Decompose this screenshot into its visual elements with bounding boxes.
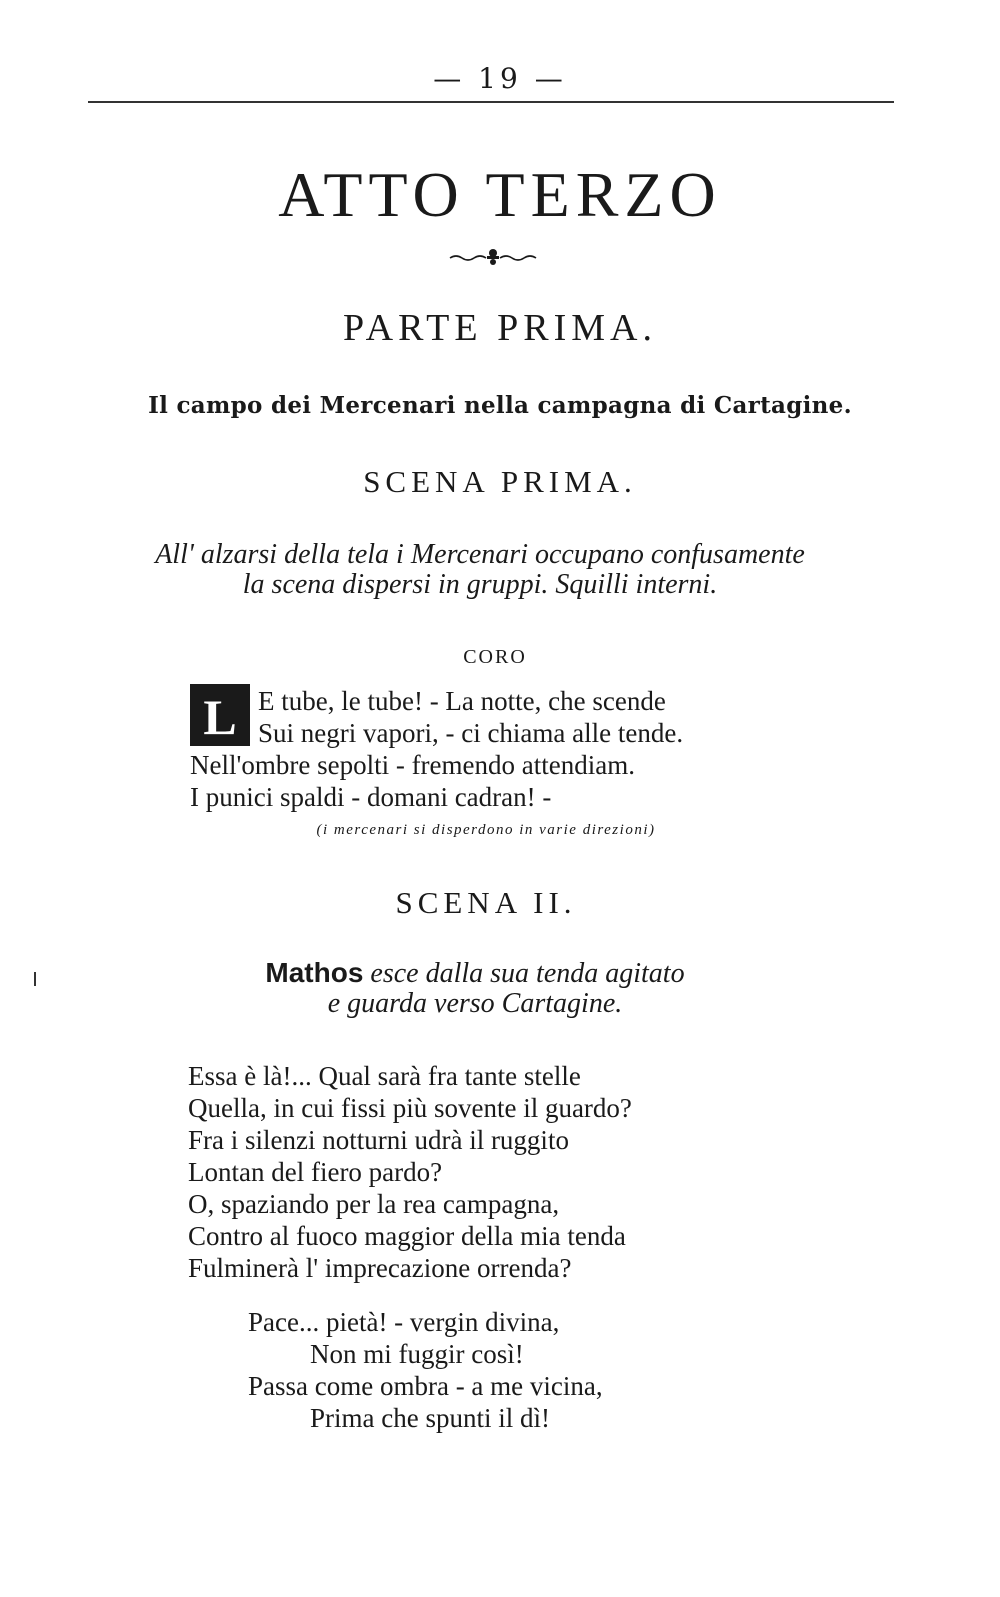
- speaker-name: Mathos: [265, 957, 364, 988]
- setting-description: Il campo dei Mercenari nella campagna di Cartagine.: [148, 392, 852, 419]
- chorus-verse: Sui negri vapori, - ci chiama alle tende.: [258, 718, 684, 748]
- verse-line: Lontan del fiero pardo?: [188, 1157, 443, 1187]
- verse-line: Essa è là!... Qual sarà fra tante stelle: [188, 1061, 581, 1091]
- aria-line: Non mi fuggir così!: [310, 1339, 524, 1369]
- flourish-ornament-icon: [448, 244, 538, 268]
- verse-line: Quella, in cui fissi più sovente il guardo?: [188, 1093, 632, 1123]
- stage-direction-line: All' alzarsi della tela i Mercenari occupano confusamente: [155, 539, 805, 570]
- chorus-stage-note: (i mercenari si disperdono in varie direzioni): [316, 822, 656, 838]
- scene-two-stage-direction: [0, 958, 950, 1019]
- verse-line: Fra i silenzi notturni udrà il ruggito: [188, 1125, 569, 1155]
- verse-line: Fulminerà l' imprecazione orrenda?: [188, 1253, 572, 1283]
- header-rule: [88, 101, 894, 103]
- stage-direction-line: la scena dispersi in gruppi. Squilli interni.: [242, 569, 718, 600]
- scene-one-stage-direction: [0, 540, 960, 600]
- chorus-verse: E tube, le tube! - La notte, che scende: [258, 686, 666, 716]
- stage-direction-line: [0, 958, 950, 989]
- scene-two-title: SCENA II.: [395, 885, 577, 920]
- act-title: ATTO TERZO: [278, 159, 722, 230]
- verse-line: O, spaziando per la rea campagna,: [188, 1189, 560, 1219]
- scene-one-title: SCENA PRIMA.: [363, 464, 637, 499]
- page-number: — 19 —: [433, 62, 567, 95]
- verse-line: Contro al fuoco maggior della mia tenda: [188, 1221, 626, 1251]
- stage-direction-line: e guarda verso Cartagine.: [327, 988, 623, 1019]
- drop-cap-letter: L: [203, 689, 237, 745]
- aria-line: Pace... pietà! - vergin divina,: [248, 1307, 560, 1337]
- decorated-initial: [190, 684, 250, 746]
- chorus-verse: I punici spaldi - domani cadran! -: [190, 782, 552, 812]
- stage-direction-text: esce dalla sua tenda agitato: [370, 958, 685, 989]
- aria-line: Passa come ombra - a me vicina,: [248, 1371, 603, 1401]
- chorus-speaker: CORO: [463, 646, 527, 668]
- chorus-verse: Nell'ombre sepolti - fremendo attendiam.: [190, 750, 635, 780]
- part-title: PARTE PRIMA.: [343, 307, 657, 349]
- aria-line: Prima che spunti il dì!: [310, 1403, 550, 1433]
